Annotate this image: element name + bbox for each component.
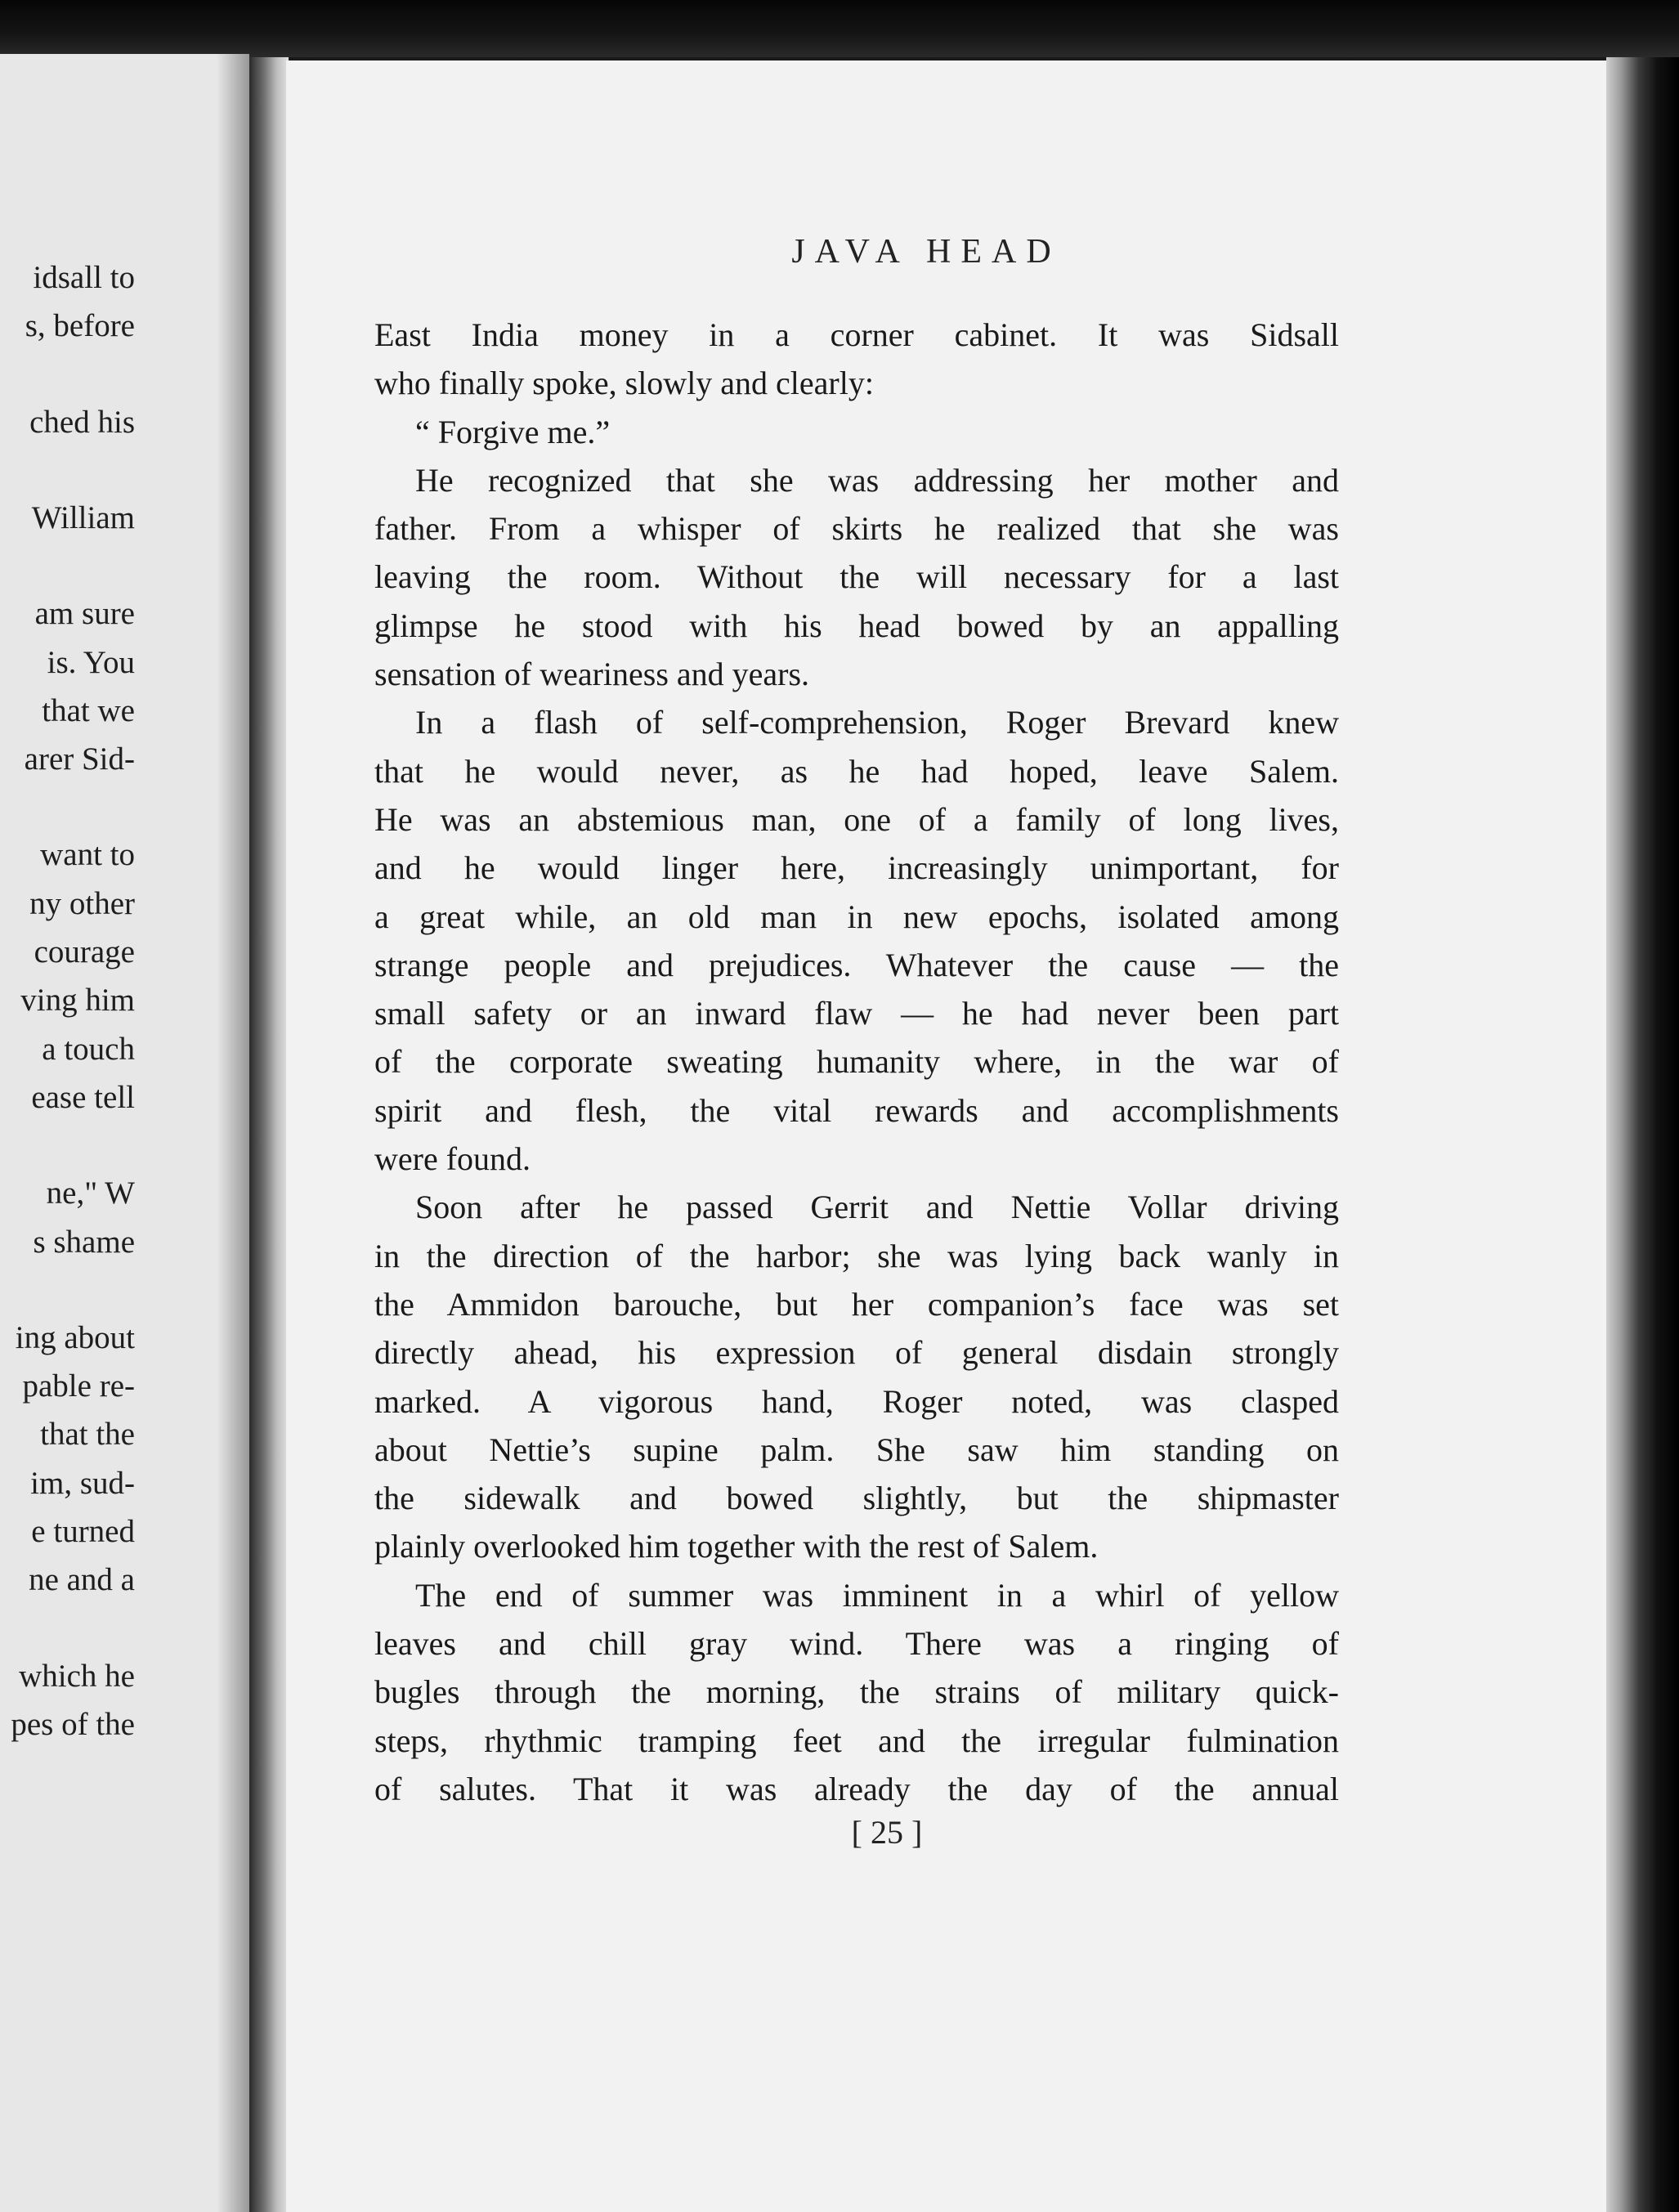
- text-line: father. From a whisper of skirts he realized that she was: [374, 510, 1339, 548]
- left-page-line: that the: [40, 1417, 135, 1453]
- left-page-line: ne and a: [29, 1562, 135, 1598]
- page-text: [374, 311, 1339, 1813]
- left-page-line: im, sud-: [30, 1465, 135, 1501]
- text-line: spirit and flesh, the vital rewards and accomplishments: [374, 1091, 1339, 1129]
- text-line: steps, rhythmic tramping feet and the irregular fulmination: [374, 1722, 1339, 1759]
- text-line: leaves and chill gray wind. There was a ringing of: [374, 1625, 1339, 1663]
- scan-border-right: [1606, 57, 1679, 2212]
- left-page-line: pes of the: [11, 1706, 135, 1742]
- text-line: of the corporate sweating humanity where, in the war of: [374, 1043, 1339, 1081]
- text-line: that he would never, as he had hoped, leave Salem.: [374, 752, 1339, 790]
- left-page-line: ny other: [29, 885, 135, 921]
- text-line: He was an abstemious man, one of a family of long lives,: [374, 800, 1339, 838]
- left-page-line: am sure: [34, 596, 135, 632]
- text-line: who finally spoke, slowly and clearly:: [374, 365, 874, 402]
- left-page-line: which he: [19, 1658, 135, 1694]
- left-page-line: s shame: [33, 1224, 135, 1260]
- left-page-line: is. You: [47, 644, 135, 680]
- left-page: [0, 54, 249, 2212]
- text-line: in the direction of the harbor; she was lying back wanly in: [374, 1237, 1339, 1274]
- left-page-line: ne," W: [46, 1175, 135, 1211]
- text-line: the sidewalk and bowed slightly, but the shipmaster: [374, 1480, 1339, 1517]
- text-line: of salutes. That it was already the day of the annual: [374, 1770, 1339, 1807]
- left-page-line: arer Sid-: [24, 741, 135, 777]
- text-line: sensation of weariness and years.: [374, 656, 810, 693]
- left-page-line: ving him: [20, 983, 135, 1019]
- left-page-line: ease tell: [31, 1079, 135, 1115]
- left-page-line: William: [31, 499, 135, 535]
- text-line: and he would linger here, increasingly unimportant, for: [374, 849, 1339, 887]
- text-line: marked. A vigorous hand, Roger noted, was clasped: [374, 1382, 1339, 1420]
- left-page-line: want to: [40, 837, 135, 873]
- left-page-line: pable re-: [22, 1368, 135, 1404]
- text-line: East India money in a corner cabinet. It was Sidsall: [374, 316, 1339, 353]
- text-line: In a flash of self-comprehension, Roger Brevard knew: [415, 704, 1339, 741]
- text-line: “ Forgive me.”: [415, 413, 611, 450]
- book-gutter: [249, 57, 289, 2212]
- left-page-line: ched his: [29, 404, 135, 440]
- text-line: Soon after he passed Gerrit and Nettie Vollar driving: [415, 1189, 1339, 1226]
- text-line: a great while, an old man in new epochs, isolated among: [374, 898, 1339, 935]
- text-line: small safety or an inward flaw — he had never been part: [374, 995, 1339, 1032]
- text-line: were found.: [374, 1140, 531, 1178]
- text-line: plainly overlooked him together with the rest of Salem.: [374, 1528, 1099, 1565]
- left-page-line: courage: [34, 934, 135, 969]
- text-line: bugles through the morning, the strains of military quick-: [374, 1673, 1339, 1711]
- left-page-line: idsall to: [33, 260, 135, 295]
- text-line: strange people and prejudices. Whatever the cause — the: [374, 946, 1339, 983]
- page-number: [ 25 ]: [851, 1814, 923, 1851]
- text-line: The end of summer was imminent in a whirl of yellow: [415, 1576, 1339, 1614]
- left-page-line: s, before: [25, 308, 135, 344]
- left-page-line: that we: [42, 692, 135, 728]
- left-page-line: ing about: [15, 1319, 135, 1355]
- left-page-line: a touch: [42, 1031, 135, 1067]
- text-line: He recognized that she was addressing her mother and: [415, 461, 1339, 499]
- text-line: glimpse he stood with his head bowed by an appalling: [374, 607, 1339, 644]
- text-line: leaving the room. Without the will necessary for a last: [374, 558, 1339, 596]
- running-head: JAVA HEAD: [791, 233, 1061, 271]
- scan-border-top: [0, 0, 1679, 57]
- text-line: about Nettie’s supine palm. She saw him standing on: [374, 1431, 1339, 1468]
- left-page-line: e turned: [31, 1514, 135, 1549]
- text-line: directly ahead, his expression of general disdain strongly: [374, 1334, 1339, 1372]
- text-line: the Ammidon barouche, but her companion’s face was set: [374, 1285, 1339, 1323]
